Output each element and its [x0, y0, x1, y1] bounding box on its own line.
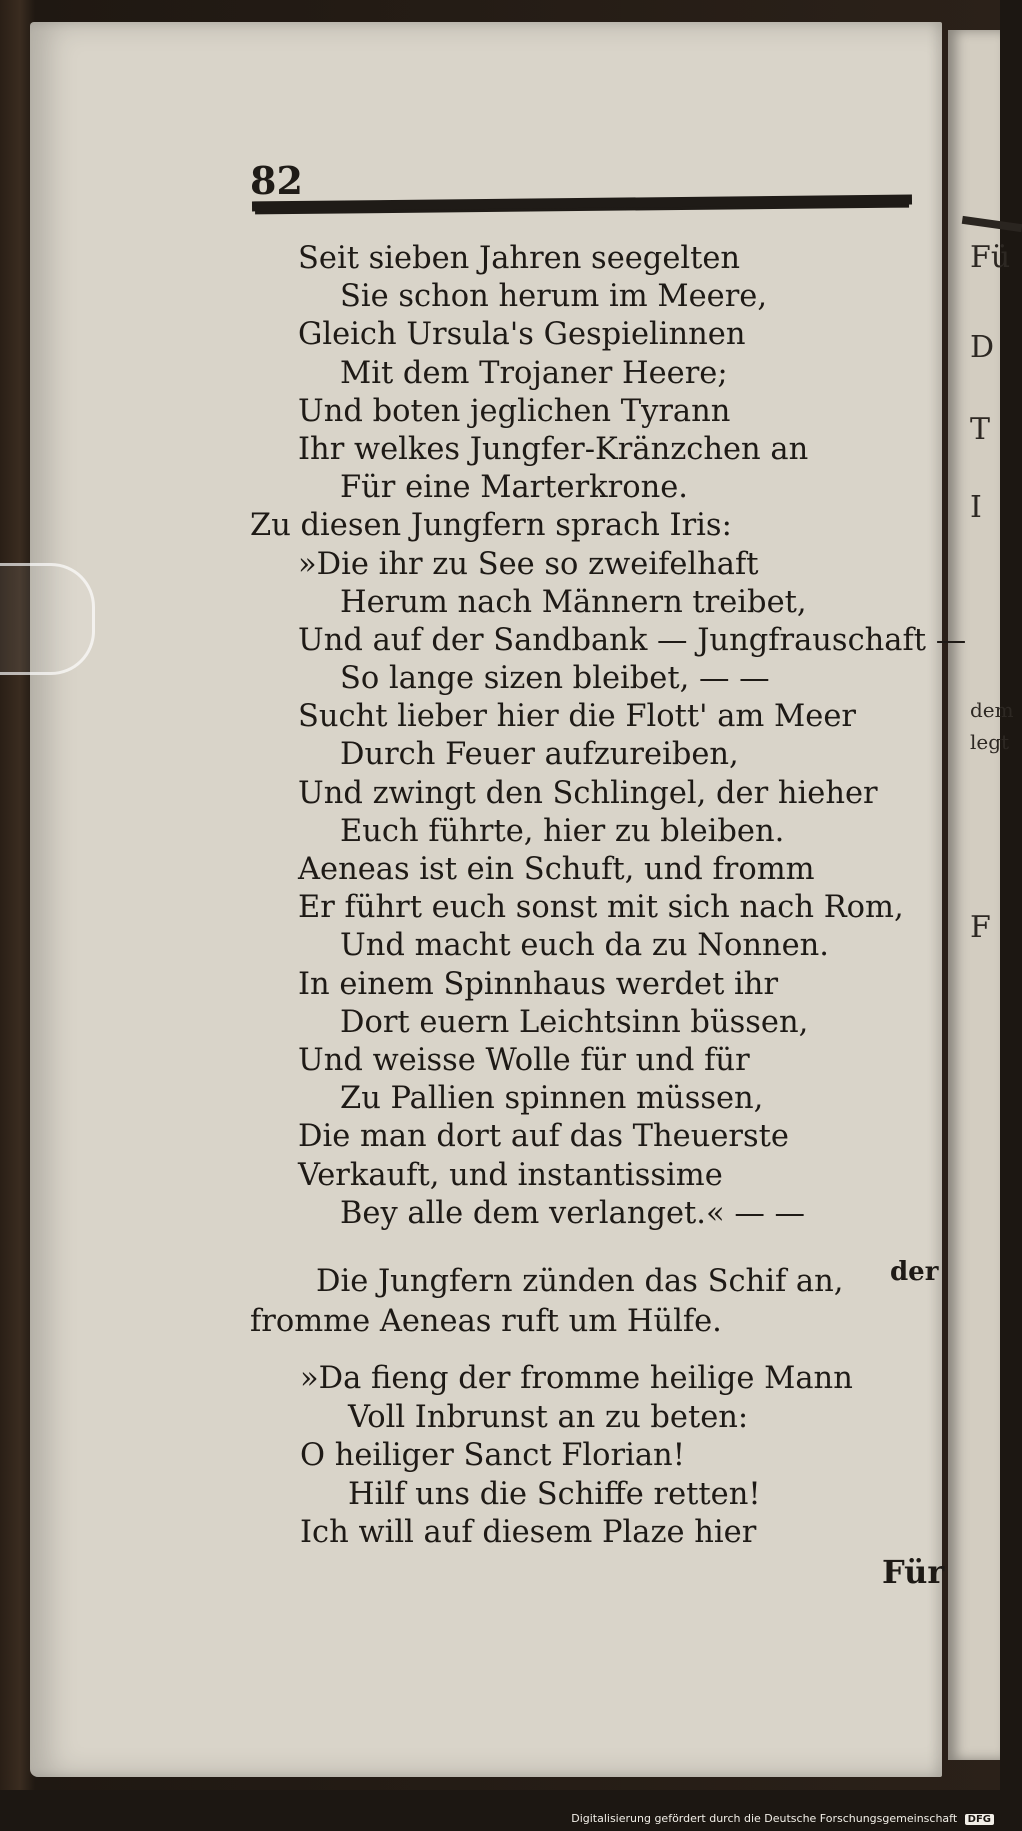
right-page-fragment: dem: [970, 698, 1014, 722]
dfg-logo: DFG: [965, 1814, 994, 1825]
poem-line: Ihr welkes Jungfer-Kränzchen an: [298, 431, 809, 467]
poem-line: Und auf der Sandbank — Jungfrauschaft —: [298, 622, 967, 658]
right-page-edge: [948, 30, 1014, 1760]
poem-line: Und macht euch da zu Nonnen.: [340, 928, 829, 964]
poem-line: Euch führte, hier zu bleiben.: [340, 813, 785, 849]
poem-line: In einem Spinnhaus werdet ihr: [298, 966, 779, 1002]
right-page-fragment: D: [970, 330, 995, 365]
poem-line: Hilf uns die Schiffe retten!: [348, 1476, 761, 1512]
prose-line: Die Jungfern zünden das Schif an,: [316, 1264, 844, 1299]
poem-line: Sucht lieber hier die Flott' am Meer: [298, 699, 856, 735]
page-clip-marker: [0, 563, 95, 675]
poem-line: Mit dem Trojaner Heere;: [340, 355, 728, 391]
poem-line: Für eine Marterkrone.: [340, 470, 688, 506]
right-page-fragment: I: [970, 490, 982, 525]
poem-line: Verkauft, und instantissime: [298, 1157, 723, 1193]
poem-stanza: [250, 240, 967, 1233]
poem-line: Durch Feuer aufzureiben,: [340, 737, 739, 773]
poem-line: Gleich Ursula's Gespielinnen: [298, 317, 746, 353]
poem-line: Bey alle dem verlanget.« — —: [340, 1195, 806, 1231]
right-page-header-rule: [962, 216, 1022, 232]
poem-line: Und weisse Wolle für und für: [298, 1042, 750, 1078]
poem-line: Sie schon herum im Meere,: [340, 279, 768, 315]
poem-line: Ich will auf diesem Plaze hier: [300, 1515, 757, 1550]
poem-line: Seit sieben Jahren seegelten: [298, 241, 741, 276]
right-page-fragment: legt: [970, 730, 1010, 754]
catchword: Für: [882, 1553, 945, 1591]
poem-line: Und boten jeglichen Tyrann: [298, 393, 731, 429]
poem-line: »Die ihr zu See so zweifelhaft: [298, 546, 759, 582]
poem-line: »Da fieng der fromme heilige Mann: [300, 1361, 853, 1396]
poem-line: Er führt euch sonst mit sich nach Rom,: [298, 890, 904, 926]
poem-line: Voll Inbrunst an zu beten:: [348, 1399, 749, 1435]
page-number: 82: [250, 158, 303, 203]
poem-line: Zu diesen Jungfern sprach Iris:: [250, 508, 732, 544]
poem-stanza-second: [300, 1360, 940, 1553]
poem-line: So lange sizen bleibet, — —: [340, 661, 770, 697]
poem-line: Aeneas ist ein Schuft, und fromm: [298, 852, 815, 887]
continuation-word: der: [890, 1257, 939, 1287]
poem-line: Dort euern Leichtsinn büssen,: [340, 1004, 809, 1040]
prose-line: fromme Aeneas ruft um Hülfe.: [250, 1304, 722, 1339]
prose-summary: [250, 1262, 910, 1342]
poem-line: Die man dort auf das Theuerste: [298, 1119, 789, 1155]
footer-credit: [571, 1812, 994, 1825]
right-page-fragment: T: [970, 412, 991, 447]
right-page-fragment: Fü: [970, 240, 1011, 275]
poem-line: Herum nach Männern treibet,: [340, 584, 807, 620]
poem-line: Zu Pallien spinnen müssen,: [340, 1081, 764, 1117]
footer-text: Digitalisierung gefördert durch die Deutsche Forschungsgemeinschaft: [571, 1812, 958, 1825]
right-page-fragment: F: [970, 910, 991, 945]
poem-line: O heiliger Sanct Florian!: [300, 1438, 685, 1473]
poem-line: Und zwingt den Schlingel, der hieher: [298, 775, 878, 811]
